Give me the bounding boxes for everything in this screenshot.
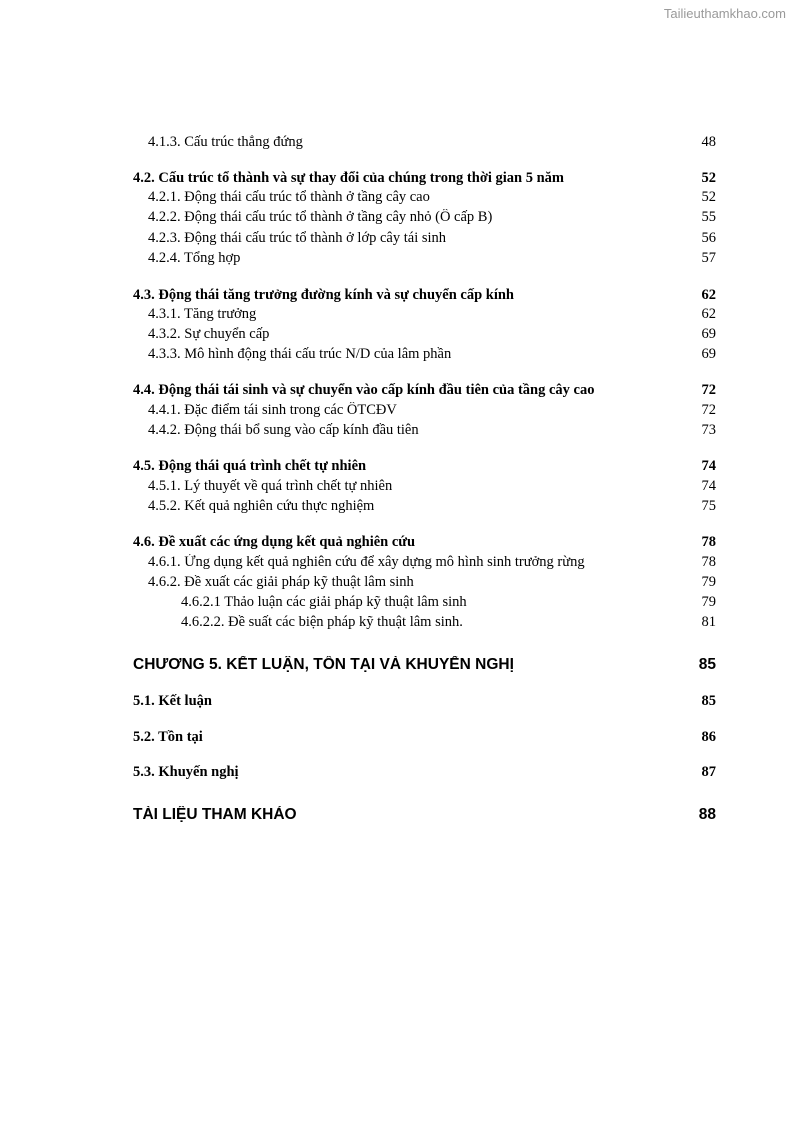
toc-entry-page: 85 [698, 656, 716, 673]
toc-entry-page: 57 [701, 250, 716, 266]
toc-entry-page: 85 [701, 693, 716, 709]
toc-entry-label: 4.4.1. Đặc điểm tái sinh trong các ÔTCĐV [148, 402, 397, 418]
toc-entry-label: 4.2. Cấu trúc tổ thành và sự thay đổi của chúng trong thời gian 5 năm [133, 170, 564, 186]
toc-entry-page: 72 [701, 382, 716, 398]
toc-entry-page: 56 [701, 230, 716, 246]
toc-entry-4-4[interactable] [133, 382, 716, 399]
toc-entry-4-5-1[interactable] [148, 478, 716, 495]
toc-entry-label: 4.1.3. Cấu trúc thẳng đứng [148, 134, 303, 150]
toc-entry-label: 4.6.2.2. Đề suất các biện pháp kỹ thuật lâm sinh. [181, 614, 463, 630]
toc-entry-page: 86 [701, 729, 716, 745]
toc-entry-4-3-1[interactable] [148, 306, 716, 323]
toc-entry-page: 74 [701, 478, 716, 494]
toc-entry-page: 48 [701, 134, 716, 150]
toc-entry-5-3[interactable] [133, 764, 716, 781]
toc-entry-4-3-2[interactable] [148, 326, 716, 343]
toc-entry-label: 4.2.4. Tổng hợp [148, 250, 241, 266]
toc-entry-label: TÀI LIỆU THAM KHẢO [133, 806, 297, 823]
toc-entry-4-2-3[interactable] [148, 230, 716, 247]
toc-entry-4-3[interactable] [133, 287, 716, 304]
toc-entry-page: 79 [701, 594, 716, 610]
toc-entry-4-4-2[interactable] [148, 422, 716, 439]
toc-entry-page: 81 [701, 614, 716, 630]
toc-entry-page: 78 [701, 554, 716, 570]
toc-entry-page: 79 [701, 574, 716, 590]
toc-entry-label: 4.3.1. Tăng trưởng [148, 306, 257, 322]
toc-entry-references[interactable] [133, 806, 716, 824]
toc-entry-page: 78 [701, 534, 716, 550]
toc-entry-label: 4.6. Đề xuất các ứng dụng kết quả nghiên cứu [133, 534, 416, 550]
toc-entry-label: 5.2. Tồn tại [133, 729, 203, 745]
toc-entry-page: 55 [701, 209, 716, 225]
toc-entry-page: 74 [701, 458, 716, 474]
toc-entry-4-6-1[interactable] [148, 554, 716, 571]
toc-entry-4-6-2[interactable] [148, 574, 716, 591]
toc-entry-label: 4.3.2. Sự chuyển cấp [148, 326, 270, 342]
toc-entry-4-4-1[interactable] [148, 402, 716, 419]
toc-entry-page: 88 [698, 806, 716, 823]
toc-entry-label: 4.2.2. Động thái cấu trúc tổ thành ở tầng cây nhỏ (Ô cấp B) [148, 209, 493, 225]
toc-entry-4-3-3[interactable] [148, 346, 716, 363]
toc-entry-label: 5.3. Khuyến nghị [133, 764, 239, 780]
toc-entry-label: 4.6.2.1 Thảo luận các giải pháp kỹ thuật lâm sinh [181, 594, 467, 610]
toc-entry-4-6[interactable] [133, 534, 716, 551]
toc-entry-page: 73 [701, 422, 716, 438]
toc-entry-5-1[interactable] [133, 693, 716, 710]
toc-entry-4-5-2[interactable] [148, 498, 716, 515]
toc-entry-label: 4.4.2. Động thái bổ sung vào cấp kính đầu tiên [148, 422, 419, 438]
toc-entry-page: 72 [701, 402, 716, 418]
toc-entry-page: 69 [701, 346, 716, 362]
toc-entry-label: 4.6.1. Ứng dụng kết quả nghiên cứu để xây dựng mô hình sinh trưởng rừng [148, 554, 585, 570]
toc-entry-label: 4.5. Động thái quá trình chết tự nhiên [133, 458, 367, 474]
toc-entry-4-2[interactable] [133, 170, 716, 187]
toc-entry-page: 62 [701, 287, 716, 303]
toc-entry-4-2-4[interactable] [148, 250, 716, 267]
toc-entry-4-1-3[interactable] [148, 134, 716, 151]
toc-entry-label: 4.2.3. Động thái cấu trúc tổ thành ở lớp cây tái sinh [148, 230, 447, 246]
toc-entry-5-2[interactable] [133, 729, 716, 746]
toc-entry-label: 5.1. Kết luận [133, 693, 212, 709]
toc-entry-label: 4.5.2. Kết quả nghiên cứu thực nghiệm [148, 498, 375, 514]
toc-entry-label: 4.3. Động thái tăng trưởng đường kính và sự chuyển cấp kính [133, 287, 514, 303]
toc-entry-page: 87 [701, 764, 716, 780]
toc-entry-4-2-1[interactable] [148, 189, 716, 206]
toc-entry-label: 4.3.3. Mô hình động thái cấu trúc N/D của lâm phần [148, 346, 452, 362]
toc-entry-4-6-2-1[interactable] [181, 594, 716, 611]
toc-entry-page: 62 [701, 306, 716, 322]
toc-entry-label: 4.4. Động thái tái sinh và sự chuyển vào cấp kính đầu tiên của tầng cây cao [133, 382, 595, 398]
toc-entry-4-6-2-2[interactable] [181, 614, 716, 631]
toc-entry-page: 69 [701, 326, 716, 342]
toc-entry-4-5[interactable] [133, 458, 716, 475]
toc-entry-page: 52 [701, 189, 716, 205]
toc-entry-page: 52 [701, 170, 716, 186]
site-watermark: Tailieuthamkhao.com [663, 6, 786, 21]
toc-entry-4-2-2[interactable] [148, 209, 716, 226]
toc-entry-label: 4.2.1. Động thái cấu trúc tổ thành ở tầng cây cao [148, 189, 430, 205]
toc-entry-label: CHƯƠNG 5. KẾT LUẬN, TỒN TẠI VÀ KHUYẾN NGHỊ [133, 656, 514, 673]
toc-entry-label: 4.5.1. Lý thuyết về quá trình chết tự nhiên [148, 478, 393, 494]
toc-entry-label: 4.6.2. Đề xuất các giải pháp kỹ thuật lâm sinh [148, 574, 414, 590]
toc-entry-chapter-5[interactable] [133, 656, 716, 674]
toc-entry-page: 75 [701, 498, 716, 514]
